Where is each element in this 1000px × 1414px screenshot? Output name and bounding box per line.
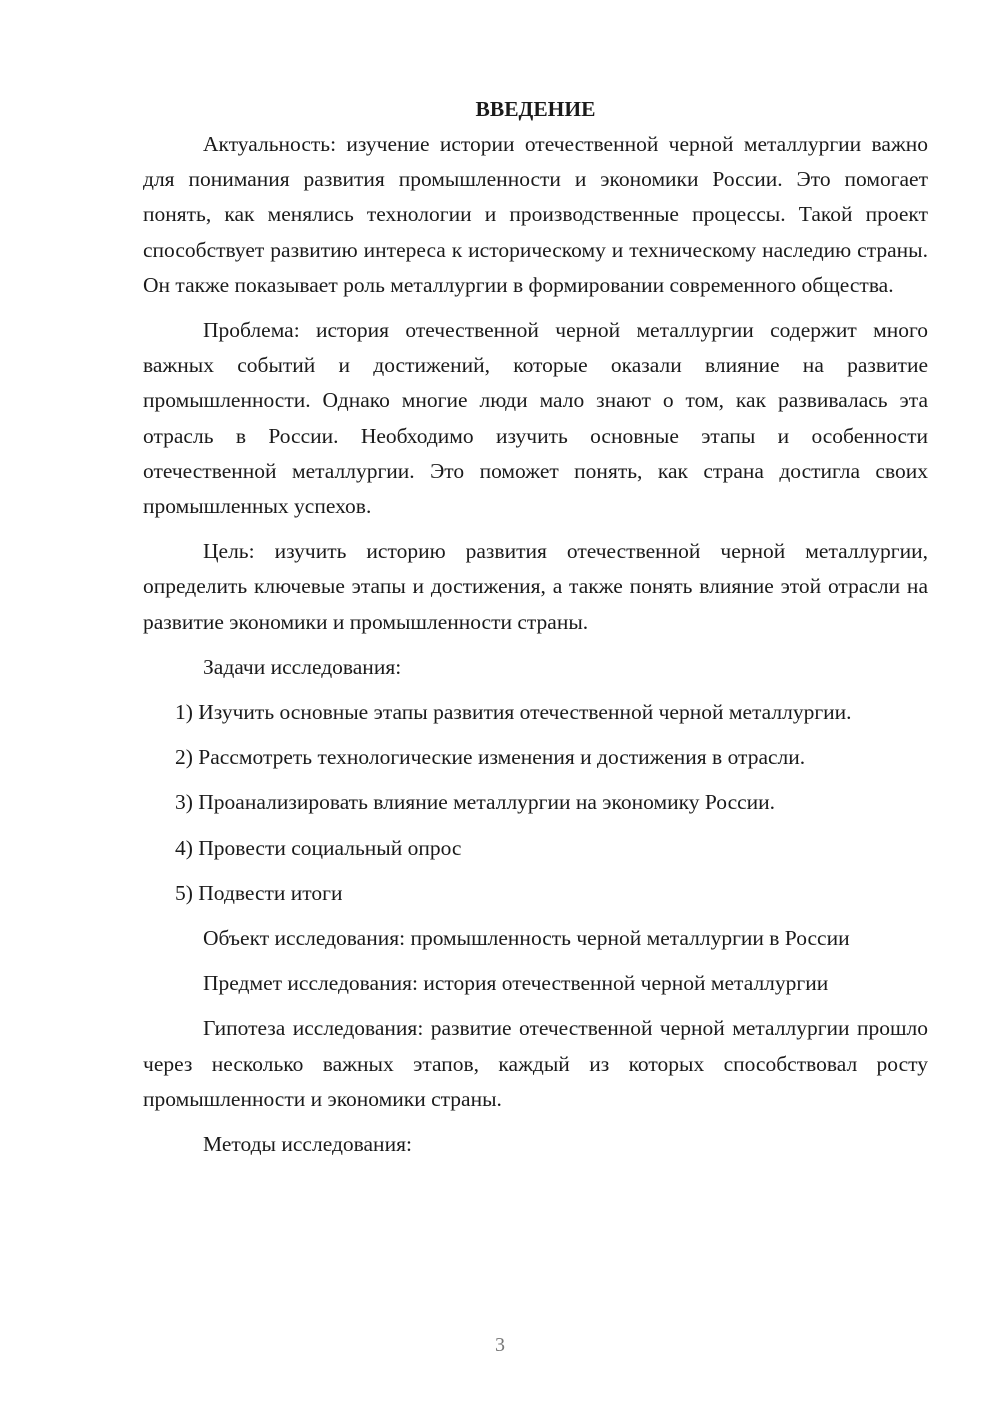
task-item-5: 5) Подвести итоги (175, 880, 343, 905)
paragraph-relevance: Актуальность: изучение истории отечественной черной металлургии важно для понимания развития промышленности и экономики России. Это помогает понять, как менялись технологии и производственные процессы. Такой проект способствует развитию интереса к историческому и техническому наследию страны. Он также показывает роль металлургии в формировании современного общества. (143, 132, 928, 297)
paragraph-object: Объект исследования: промышленность черной металлургии в России (203, 926, 850, 951)
paragraph-subject: Предмет исследования: история отечественной черной металлургии (203, 971, 829, 996)
paragraph-problem: Проблема: история отечественной черной металлургии содержит много важных событий и достижений, которые оказали влияние на развитие промышленности. Однако многие люди мало знают о том, как развивалась эта отрасль в России. Необходимо изучить основные этапы и особенности отечественной металлургии. Это поможет понять, как страна достигла своих промышленных успехов. (143, 318, 928, 519)
task-item-2: 2) Рассмотреть технологические изменения и достижения в отрасли. (175, 745, 806, 770)
task-item-4: 4) Провести социальный опрос (175, 835, 462, 860)
paragraph-hypothesis: Гипотеза исследования: развитие отечественной черной металлургии прошло через несколько важных этапов, каждый из которых способствовал росту промышленности и экономики страны. (143, 1016, 928, 1111)
page-number: 3 (495, 1334, 505, 1356)
paragraph-methods: Методы исследования: (203, 1132, 412, 1157)
task-item-1: 1) Изучить основные этапы развития отечественной черной металлургии. (175, 700, 852, 725)
tasks-heading: Задачи исследования: (203, 654, 402, 679)
paragraph-goal: Цель: изучить историю развития отечественной черной металлургии, определить ключевые этапы и достижения, а также понять влияние этой отрасли на развитие экономики и промышленности страны. (143, 539, 928, 634)
document-title: ВВЕДЕНИЕ (475, 97, 596, 121)
document-page (143, 92, 928, 1172)
task-item-3: 3) Проанализировать влияние металлургии на экономику России. (175, 790, 776, 815)
